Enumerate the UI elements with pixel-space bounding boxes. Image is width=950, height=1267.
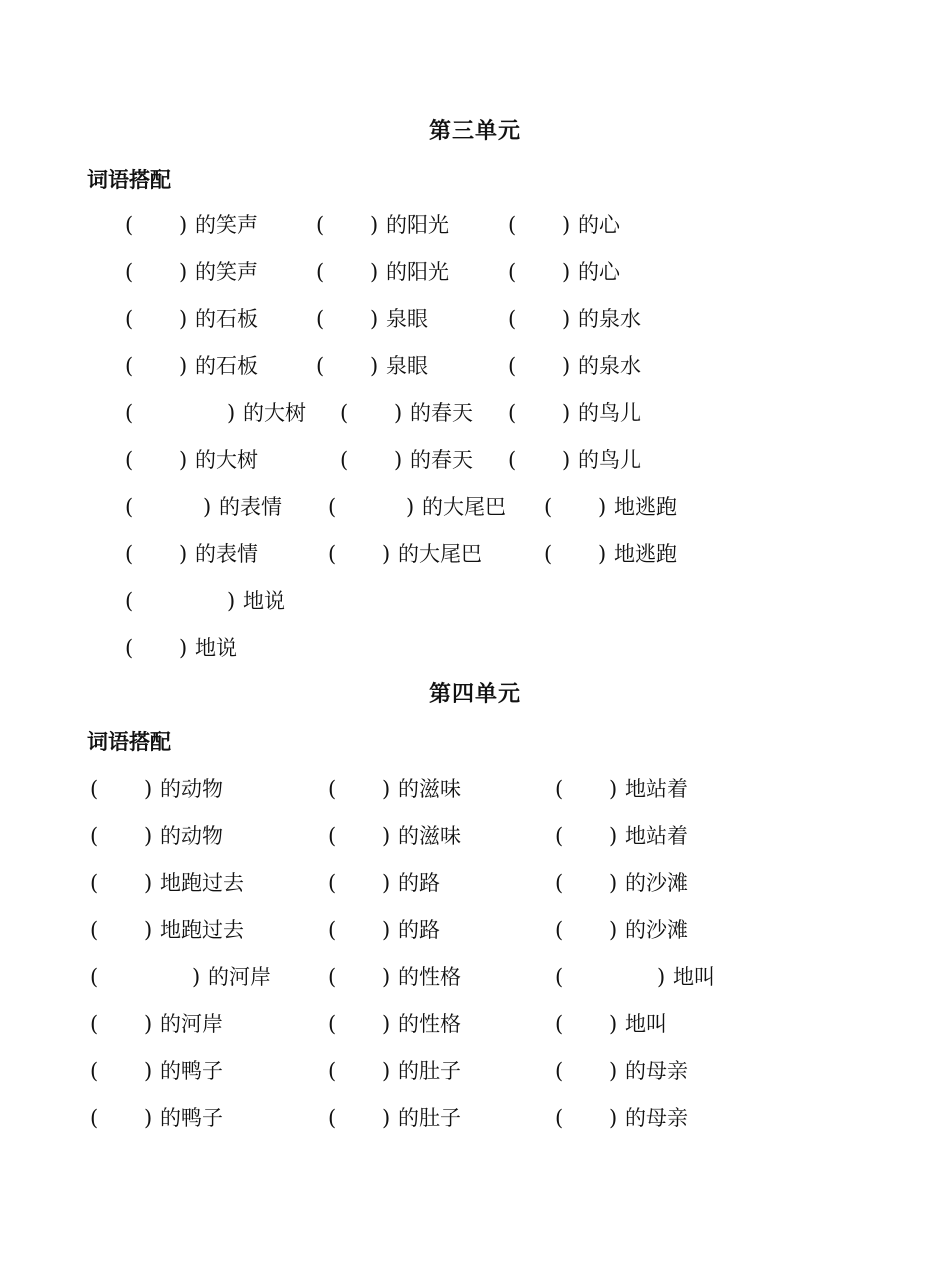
open-paren: ( (508, 354, 517, 378)
open-paren: ( (328, 1059, 337, 1083)
open-paren: ( (125, 448, 134, 472)
close-paren: ) (394, 448, 403, 472)
open-paren: ( (544, 495, 553, 519)
phrase-suffix: 的鸭子 (160, 1059, 223, 1083)
close-paren: ) (370, 354, 379, 378)
close-paren: ) (179, 636, 188, 660)
phrase-suffix: 泉眼 (386, 354, 428, 378)
open-paren: ( (90, 824, 99, 848)
phrase-suffix: 的动物 (160, 777, 223, 801)
close-paren: ) (370, 213, 379, 237)
open-paren: ( (544, 542, 553, 566)
close-paren: ) (382, 1106, 391, 1130)
phrase-suffix: 的心 (578, 213, 620, 237)
open-paren: ( (555, 918, 564, 942)
phrase-suffix: 的心 (578, 260, 620, 284)
close-paren: ) (227, 401, 236, 425)
open-paren: ( (125, 401, 134, 425)
open-paren: ( (328, 1012, 337, 1036)
unit4-row-1 (0, 774, 950, 804)
close-paren: ) (562, 307, 571, 331)
open-paren: ( (508, 213, 517, 237)
unit4-title: 第四单元 (428, 682, 521, 707)
open-paren: ( (328, 542, 337, 566)
open-paren: ( (316, 307, 325, 331)
close-paren: ) (144, 1012, 153, 1036)
phrase-suffix: 地说 (243, 589, 285, 613)
close-paren: ) (382, 871, 391, 895)
open-paren: ( (340, 401, 349, 425)
unit3-section-label: 词语搭配 (87, 168, 171, 192)
phrase-suffix: 的笑声 (195, 213, 258, 237)
open-paren: ( (90, 1106, 99, 1130)
close-paren: ) (406, 495, 415, 519)
open-paren: ( (555, 1106, 564, 1130)
open-paren: ( (508, 307, 517, 331)
open-paren: ( (90, 965, 99, 989)
open-paren: ( (555, 777, 564, 801)
open-paren: ( (328, 871, 337, 895)
unit3-row-10 (0, 633, 950, 663)
close-paren: ) (144, 777, 153, 801)
close-paren: ) (562, 448, 571, 472)
phrase-suffix: 的沙滩 (625, 918, 688, 942)
open-paren: ( (125, 213, 134, 237)
close-paren: ) (144, 824, 153, 848)
close-paren: ) (144, 1059, 153, 1083)
phrase-suffix: 的春天 (410, 401, 473, 425)
close-paren: ) (562, 213, 571, 237)
phrase-suffix: 地跑过去 (160, 871, 244, 895)
phrase-suffix: 的沙滩 (625, 871, 688, 895)
unit4-row-7 (0, 1056, 950, 1086)
phrase-suffix: 的笑声 (195, 260, 258, 284)
open-paren: ( (340, 448, 349, 472)
close-paren: ) (609, 871, 618, 895)
open-paren: ( (125, 495, 134, 519)
open-paren: ( (125, 589, 134, 613)
phrase-suffix: 的母亲 (625, 1106, 688, 1130)
unit3-row-2 (0, 257, 950, 287)
phrase-suffix: 的表情 (195, 542, 258, 566)
phrase-suffix: 的大树 (195, 448, 258, 472)
phrase-suffix: 地叫 (625, 1012, 667, 1036)
phrase-suffix: 的滋味 (398, 777, 461, 801)
unit4-row-5 (0, 962, 950, 992)
close-paren: ) (179, 542, 188, 566)
open-paren: ( (328, 1106, 337, 1130)
phrase-suffix: 泉眼 (386, 307, 428, 331)
phrase-suffix: 的泉水 (578, 307, 641, 331)
close-paren: ) (609, 1012, 618, 1036)
close-paren: ) (609, 824, 618, 848)
unit3-row-9 (0, 586, 950, 616)
phrase-suffix: 的泉水 (578, 354, 641, 378)
open-paren: ( (328, 965, 337, 989)
close-paren: ) (144, 1106, 153, 1130)
close-paren: ) (562, 401, 571, 425)
unit3-row-6 (0, 445, 950, 475)
unit3-row-5 (0, 398, 950, 428)
close-paren: ) (382, 824, 391, 848)
open-paren: ( (328, 824, 337, 848)
open-paren: ( (508, 260, 517, 284)
open-paren: ( (555, 965, 564, 989)
unit4-row-3 (0, 868, 950, 898)
open-paren: ( (125, 354, 134, 378)
close-paren: ) (179, 260, 188, 284)
open-paren: ( (316, 260, 325, 284)
unit3-row-7 (0, 492, 950, 522)
open-paren: ( (328, 918, 337, 942)
phrase-suffix: 的大尾巴 (398, 542, 482, 566)
close-paren: ) (598, 542, 607, 566)
open-paren: ( (316, 354, 325, 378)
open-paren: ( (90, 918, 99, 942)
unit3-row-1 (0, 210, 950, 240)
open-paren: ( (316, 213, 325, 237)
phrase-suffix: 地逃跑 (614, 542, 677, 566)
open-paren: ( (555, 1059, 564, 1083)
unit3-title: 第三单元 (428, 119, 521, 144)
phrase-suffix: 的河岸 (160, 1012, 223, 1036)
phrase-suffix: 的路 (398, 918, 440, 942)
close-paren: ) (562, 260, 571, 284)
open-paren: ( (125, 636, 134, 660)
open-paren: ( (508, 448, 517, 472)
close-paren: ) (370, 260, 379, 284)
close-paren: ) (179, 354, 188, 378)
close-paren: ) (192, 965, 201, 989)
open-paren: ( (90, 777, 99, 801)
open-paren: ( (90, 1012, 99, 1036)
open-paren: ( (90, 871, 99, 895)
unit4-row-2 (0, 821, 950, 851)
close-paren: ) (609, 1106, 618, 1130)
close-paren: ) (203, 495, 212, 519)
phrase-suffix: 的肚子 (398, 1106, 461, 1130)
phrase-suffix: 地逃跑 (614, 495, 677, 519)
phrase-suffix: 的春天 (410, 448, 473, 472)
unit3-row-4 (0, 351, 950, 381)
phrase-suffix: 地站着 (625, 824, 688, 848)
close-paren: ) (144, 871, 153, 895)
phrase-suffix: 的鸭子 (160, 1106, 223, 1130)
phrase-suffix: 地叫 (673, 965, 715, 989)
open-paren: ( (125, 307, 134, 331)
close-paren: ) (609, 777, 618, 801)
phrase-suffix: 的表情 (219, 495, 282, 519)
phrase-suffix: 的性格 (398, 1012, 461, 1036)
close-paren: ) (382, 918, 391, 942)
phrase-suffix: 的动物 (160, 824, 223, 848)
phrase-suffix: 的鸟儿 (578, 401, 641, 425)
open-paren: ( (555, 1012, 564, 1036)
phrase-suffix: 的鸟儿 (578, 448, 641, 472)
phrase-suffix: 的路 (398, 871, 440, 895)
close-paren: ) (562, 354, 571, 378)
unit4-section-label: 词语搭配 (87, 730, 171, 754)
close-paren: ) (382, 542, 391, 566)
close-paren: ) (394, 401, 403, 425)
unit3-row-3 (0, 304, 950, 334)
close-paren: ) (609, 1059, 618, 1083)
phrase-suffix: 的阳光 (386, 260, 449, 284)
open-paren: ( (555, 824, 564, 848)
close-paren: ) (382, 777, 391, 801)
open-paren: ( (508, 401, 517, 425)
close-paren: ) (370, 307, 379, 331)
phrase-suffix: 地站着 (625, 777, 688, 801)
close-paren: ) (382, 1059, 391, 1083)
unit3-row-8 (0, 539, 950, 569)
unit4-row-6 (0, 1009, 950, 1039)
close-paren: ) (382, 965, 391, 989)
close-paren: ) (227, 589, 236, 613)
phrase-suffix: 的河岸 (208, 965, 271, 989)
phrase-suffix: 的大树 (243, 401, 306, 425)
close-paren: ) (382, 1012, 391, 1036)
phrase-suffix: 的石板 (195, 354, 258, 378)
phrase-suffix: 地跑过去 (160, 918, 244, 942)
open-paren: ( (328, 495, 337, 519)
open-paren: ( (555, 871, 564, 895)
open-paren: ( (125, 260, 134, 284)
phrase-suffix: 的肚子 (398, 1059, 461, 1083)
close-paren: ) (657, 965, 666, 989)
close-paren: ) (179, 307, 188, 331)
open-paren: ( (90, 1059, 99, 1083)
unit4-row-8 (0, 1103, 950, 1133)
unit4-row-4 (0, 915, 950, 945)
phrase-suffix: 的性格 (398, 965, 461, 989)
phrase-suffix: 的阳光 (386, 213, 449, 237)
close-paren: ) (598, 495, 607, 519)
phrase-suffix: 的母亲 (625, 1059, 688, 1083)
close-paren: ) (179, 213, 188, 237)
close-paren: ) (609, 918, 618, 942)
close-paren: ) (179, 448, 188, 472)
phrase-suffix: 的大尾巴 (422, 495, 506, 519)
open-paren: ( (328, 777, 337, 801)
phrase-suffix: 地说 (195, 636, 237, 660)
phrase-suffix: 的石板 (195, 307, 258, 331)
phrase-suffix: 的滋味 (398, 824, 461, 848)
open-paren: ( (125, 542, 134, 566)
close-paren: ) (144, 918, 153, 942)
